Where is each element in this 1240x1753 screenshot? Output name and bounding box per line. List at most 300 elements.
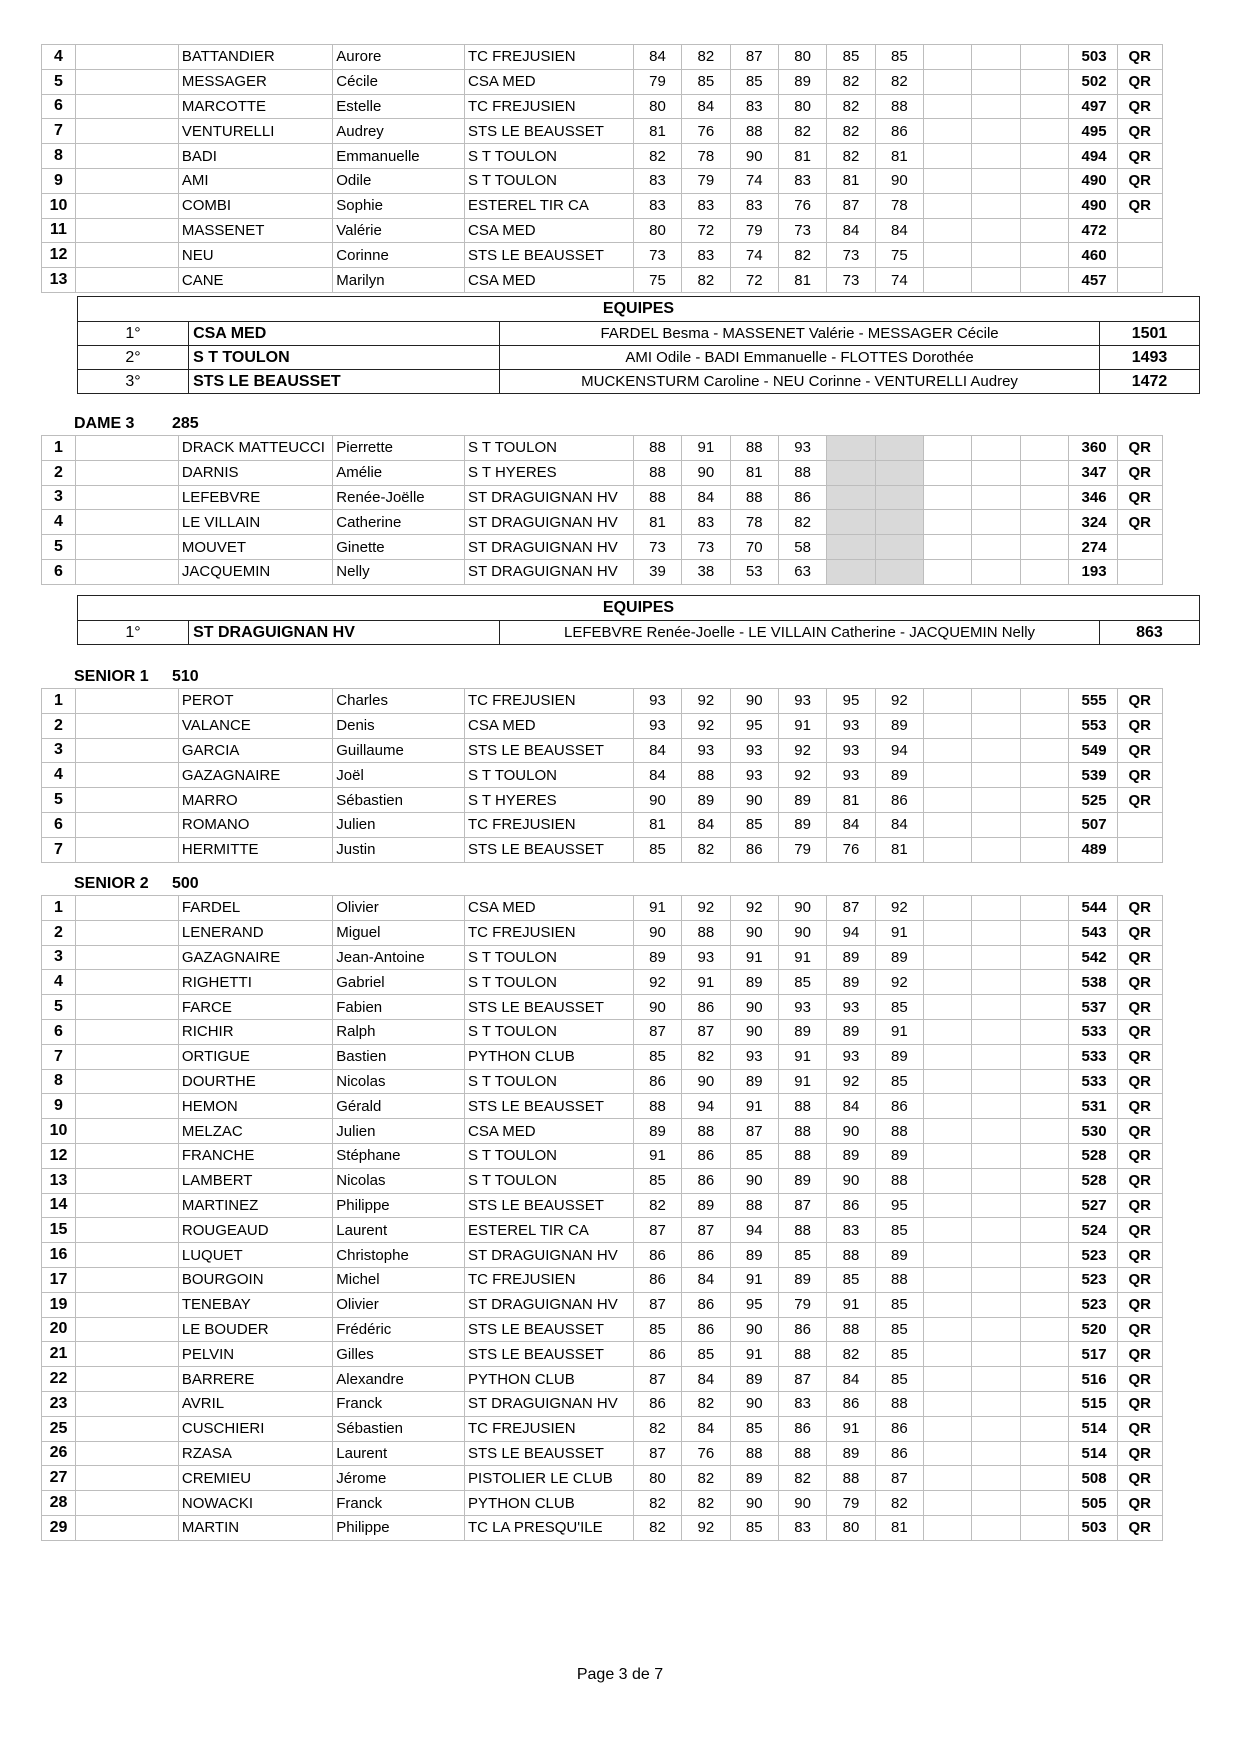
empty-cell xyxy=(75,144,178,169)
empty-score-cell xyxy=(875,535,923,560)
empty-score-cell xyxy=(972,995,1020,1020)
table-row xyxy=(42,1391,1200,1416)
club-cell: TC FREJUSIEN xyxy=(465,812,634,837)
qualified-cell xyxy=(1117,559,1162,584)
empty-score-cell xyxy=(972,1367,1020,1392)
series-score-cell: 78 xyxy=(682,144,730,169)
table-row xyxy=(42,69,1200,94)
total-cell: 543 xyxy=(1069,920,1117,945)
club-cell: S T TOULON xyxy=(465,1069,634,1094)
rank-cell: 20 xyxy=(42,1317,76,1342)
empty-score-cell xyxy=(924,45,972,70)
series-score-cell: 90 xyxy=(682,1069,730,1094)
first-name-cell: Bastien xyxy=(333,1044,465,1069)
rank-cell: 6 xyxy=(42,1019,76,1044)
empty-score-cell xyxy=(972,168,1020,193)
series-score-cell: 90 xyxy=(633,995,681,1020)
rank-cell: 1 xyxy=(42,896,76,921)
empty-cell xyxy=(1020,1267,1068,1292)
rank-cell: 6 xyxy=(42,94,76,119)
empty-cell xyxy=(75,896,178,921)
empty-score-cell xyxy=(972,1243,1020,1268)
series-score-cell: 90 xyxy=(778,1491,826,1516)
series-score-cell: 90 xyxy=(730,995,778,1020)
series-score-cell: 73 xyxy=(778,218,826,243)
empty-cell xyxy=(75,1218,178,1243)
series-score-cell: 85 xyxy=(682,69,730,94)
total-cell: 490 xyxy=(1069,193,1117,218)
series-score-cell: 93 xyxy=(730,738,778,763)
series-score-cell: 81 xyxy=(730,460,778,485)
series-score-cell: 85 xyxy=(778,1243,826,1268)
empty-cell xyxy=(1020,1367,1068,1392)
table-row xyxy=(42,144,1200,169)
last-name-cell: MARTINEZ xyxy=(178,1193,332,1218)
series-score-cell: 89 xyxy=(875,763,923,788)
series-score-cell: 74 xyxy=(730,243,778,268)
empty-score-cell xyxy=(924,896,972,921)
club-cell: ST DRAGUIGNAN HV xyxy=(465,485,634,510)
empty-cell xyxy=(1020,535,1068,560)
qualified-cell: QR xyxy=(1117,1119,1162,1144)
total-cell: 553 xyxy=(1069,713,1117,738)
series-score-cell: 85 xyxy=(730,812,778,837)
empty-score-cell xyxy=(924,920,972,945)
series-score-cell: 89 xyxy=(730,970,778,995)
empty-cell xyxy=(1020,69,1068,94)
series-score-cell: 83 xyxy=(730,193,778,218)
table-row xyxy=(42,1143,1200,1168)
rank-cell: 12 xyxy=(42,1143,76,1168)
series-score-cell: 93 xyxy=(778,436,826,461)
empty-cell xyxy=(75,535,178,560)
empty-score-cell xyxy=(924,144,972,169)
qualified-cell: QR xyxy=(1117,1391,1162,1416)
series-score-cell: 91 xyxy=(682,436,730,461)
table-row xyxy=(42,738,1200,763)
qualified-cell: QR xyxy=(1117,1491,1162,1516)
series-score-cell: 88 xyxy=(682,1119,730,1144)
empty-score-cell xyxy=(924,168,972,193)
series-score-cell: 74 xyxy=(875,268,923,293)
series-score-cell: 89 xyxy=(827,1143,875,1168)
rank-cell: 19 xyxy=(42,1292,76,1317)
club-cell: TC FREJUSIEN xyxy=(465,920,634,945)
qualified-cell: QR xyxy=(1117,788,1162,813)
first-name-cell: Sébastien xyxy=(333,1416,465,1441)
series-score-cell: 81 xyxy=(633,119,681,144)
series-score-cell: 85 xyxy=(875,1342,923,1367)
series-score-cell: 81 xyxy=(827,168,875,193)
empty-score-cell xyxy=(924,1168,972,1193)
empty-cell xyxy=(1020,788,1068,813)
rank-cell: 16 xyxy=(42,1243,76,1268)
first-name-cell: Julien xyxy=(333,812,465,837)
series-score-cell: 90 xyxy=(730,1168,778,1193)
first-name-cell: Denis xyxy=(333,713,465,738)
series-score-cell: 88 xyxy=(827,1317,875,1342)
series-score-cell: 92 xyxy=(875,970,923,995)
series-score-cell: 88 xyxy=(730,1441,778,1466)
series-score-cell: 85 xyxy=(682,1342,730,1367)
empty-cell xyxy=(75,559,178,584)
total-cell: 555 xyxy=(1069,689,1117,714)
rank-cell: 4 xyxy=(42,510,76,535)
empty-cell xyxy=(1020,460,1068,485)
last-name-cell: ORTIGUE xyxy=(178,1044,332,1069)
total-cell: 324 xyxy=(1069,510,1117,535)
series-score-cell: 90 xyxy=(778,920,826,945)
series-score-cell: 93 xyxy=(633,713,681,738)
first-name-cell: Gérald xyxy=(333,1094,465,1119)
empty-score-cell xyxy=(827,436,875,461)
last-name-cell: PELVIN xyxy=(178,1342,332,1367)
series-score-cell: 82 xyxy=(633,1416,681,1441)
empty-cell xyxy=(1020,1391,1068,1416)
series-score-cell: 86 xyxy=(827,1391,875,1416)
series-score-cell: 78 xyxy=(730,510,778,535)
series-score-cell: 84 xyxy=(682,812,730,837)
empty-score-cell xyxy=(924,812,972,837)
series-score-cell: 85 xyxy=(875,1317,923,1342)
first-name-cell: Gilles xyxy=(333,1342,465,1367)
team-total-cell: 1472 xyxy=(1099,370,1199,394)
empty-score-cell xyxy=(972,763,1020,788)
series-score-cell: 85 xyxy=(778,970,826,995)
empty-score-cell xyxy=(924,1391,972,1416)
series-score-cell: 83 xyxy=(682,510,730,535)
empty-score-cell xyxy=(972,1218,1020,1243)
rank-cell: 4 xyxy=(42,45,76,70)
empty-score-cell xyxy=(924,69,972,94)
series-score-cell: 86 xyxy=(875,1416,923,1441)
teams-table-dame2 xyxy=(77,296,1200,394)
series-score-cell: 85 xyxy=(633,1044,681,1069)
empty-score-cell xyxy=(924,738,972,763)
series-score-cell: 91 xyxy=(778,1069,826,1094)
series-score-cell: 83 xyxy=(778,168,826,193)
table-row xyxy=(42,460,1200,485)
empty-cell xyxy=(1020,970,1068,995)
club-cell: S T TOULON xyxy=(465,144,634,169)
qualified-cell: QR xyxy=(1117,763,1162,788)
series-score-cell: 80 xyxy=(633,94,681,119)
last-name-cell: LE BOUDER xyxy=(178,1317,332,1342)
empty-cell xyxy=(75,1044,178,1069)
series-score-cell: 86 xyxy=(682,995,730,1020)
first-name-cell: Estelle xyxy=(333,94,465,119)
club-cell: CSA MED xyxy=(465,896,634,921)
rank-cell: 7 xyxy=(42,119,76,144)
series-score-cell: 87 xyxy=(875,1466,923,1491)
series-score-cell: 81 xyxy=(875,144,923,169)
series-score-cell: 63 xyxy=(778,559,826,584)
series-score-cell: 88 xyxy=(778,1441,826,1466)
series-score-cell: 73 xyxy=(633,535,681,560)
series-score-cell: 86 xyxy=(730,837,778,862)
qualified-cell: QR xyxy=(1117,144,1162,169)
series-score-cell: 87 xyxy=(778,1193,826,1218)
last-name-cell: DRACK MATTEUCCI xyxy=(178,436,332,461)
empty-score-cell xyxy=(972,45,1020,70)
series-score-cell: 91 xyxy=(778,945,826,970)
table-row xyxy=(42,837,1200,862)
series-score-cell: 93 xyxy=(633,689,681,714)
total-cell: 457 xyxy=(1069,268,1117,293)
rank-cell: 8 xyxy=(42,1069,76,1094)
club-cell: TC FREJUSIEN xyxy=(465,45,634,70)
first-name-cell: Aurore xyxy=(333,45,465,70)
series-score-cell: 88 xyxy=(875,1267,923,1292)
series-score-cell: 90 xyxy=(730,1317,778,1342)
first-name-cell: Laurent xyxy=(333,1218,465,1243)
series-score-cell: 90 xyxy=(730,1019,778,1044)
last-name-cell: BARRERE xyxy=(178,1367,332,1392)
page-number-footer: Page 3 de 7 xyxy=(576,1666,664,1683)
empty-score-cell xyxy=(972,1069,1020,1094)
rank-cell: 2 xyxy=(42,713,76,738)
empty-score-cell xyxy=(972,1342,1020,1367)
qualified-cell: QR xyxy=(1117,45,1162,70)
series-score-cell: 80 xyxy=(827,1515,875,1540)
series-score-cell: 89 xyxy=(633,1119,681,1144)
table-row xyxy=(42,970,1200,995)
last-name-cell: RICHIR xyxy=(178,1019,332,1044)
first-name-cell: Corinne xyxy=(333,243,465,268)
rank-cell: 13 xyxy=(42,268,76,293)
last-name-cell: GARCIA xyxy=(178,738,332,763)
empty-cell xyxy=(75,920,178,945)
qualified-cell: QR xyxy=(1117,1218,1162,1243)
rank-cell: 22 xyxy=(42,1367,76,1392)
empty-cell xyxy=(75,788,178,813)
empty-cell xyxy=(1020,1143,1068,1168)
empty-score-cell xyxy=(972,713,1020,738)
first-name-cell: Sophie xyxy=(333,193,465,218)
series-score-cell: 76 xyxy=(682,1441,730,1466)
qualified-cell: QR xyxy=(1117,713,1162,738)
first-name-cell: Christophe xyxy=(333,1243,465,1268)
rank-cell: 2 xyxy=(42,460,76,485)
series-score-cell: 83 xyxy=(778,1391,826,1416)
series-score-cell: 91 xyxy=(875,1019,923,1044)
empty-cell xyxy=(75,995,178,1020)
total-cell: 544 xyxy=(1069,896,1117,921)
rank-cell: 6 xyxy=(42,559,76,584)
series-score-cell: 89 xyxy=(730,1243,778,1268)
series-score-cell: 82 xyxy=(778,1466,826,1491)
total-cell: 507 xyxy=(1069,812,1117,837)
qualified-cell: QR xyxy=(1117,1317,1162,1342)
empty-score-cell xyxy=(924,119,972,144)
first-name-cell: Charles xyxy=(333,689,465,714)
series-score-cell: 88 xyxy=(778,1342,826,1367)
rank-cell: 23 xyxy=(42,1391,76,1416)
club-cell: STS LE BEAUSSET xyxy=(465,837,634,862)
empty-score-cell xyxy=(972,788,1020,813)
series-score-cell: 83 xyxy=(633,193,681,218)
series-score-cell: 91 xyxy=(875,920,923,945)
qualified-cell: QR xyxy=(1117,689,1162,714)
total-cell: 503 xyxy=(1069,1515,1117,1540)
empty-cell xyxy=(1020,94,1068,119)
empty-cell xyxy=(1020,436,1068,461)
first-name-cell: Joël xyxy=(333,763,465,788)
last-name-cell: LAMBERT xyxy=(178,1168,332,1193)
series-score-cell: 82 xyxy=(682,1466,730,1491)
last-name-cell: MARCOTTE xyxy=(178,94,332,119)
qualified-cell xyxy=(1117,812,1162,837)
teams-title: EQUIPES xyxy=(78,297,1200,322)
empty-cell xyxy=(1020,689,1068,714)
rank-cell: 26 xyxy=(42,1441,76,1466)
team-club-cell: S T TOULON xyxy=(189,346,500,370)
qualified-cell: QR xyxy=(1117,1193,1162,1218)
empty-cell xyxy=(1020,812,1068,837)
series-score-cell: 82 xyxy=(682,1391,730,1416)
section-label-senior1: SENIOR 1 xyxy=(74,668,149,685)
empty-cell xyxy=(1020,1044,1068,1069)
total-cell: 489 xyxy=(1069,837,1117,862)
series-score-cell: 88 xyxy=(730,485,778,510)
series-score-cell: 85 xyxy=(827,1267,875,1292)
series-score-cell: 84 xyxy=(633,738,681,763)
last-name-cell: LEFEBVRE xyxy=(178,485,332,510)
series-score-cell: 87 xyxy=(633,1367,681,1392)
empty-cell xyxy=(75,763,178,788)
empty-cell xyxy=(75,45,178,70)
rank-cell: 3 xyxy=(42,945,76,970)
empty-score-cell xyxy=(972,1491,1020,1516)
series-score-cell: 85 xyxy=(875,995,923,1020)
series-score-cell: 93 xyxy=(827,713,875,738)
qualified-cell xyxy=(1117,243,1162,268)
series-score-cell: 83 xyxy=(778,1515,826,1540)
series-score-cell: 76 xyxy=(827,837,875,862)
empty-cell xyxy=(1020,1094,1068,1119)
series-score-cell: 80 xyxy=(633,218,681,243)
section-qualif-senior1: 510 xyxy=(172,668,199,685)
table-row xyxy=(42,218,1200,243)
series-score-cell: 89 xyxy=(827,970,875,995)
team-row xyxy=(78,370,1200,394)
table-row xyxy=(42,1441,1200,1466)
series-score-cell: 86 xyxy=(633,1391,681,1416)
series-score-cell: 86 xyxy=(633,1069,681,1094)
empty-cell xyxy=(75,689,178,714)
series-score-cell: 84 xyxy=(682,94,730,119)
last-name-cell: BATTANDIER xyxy=(178,45,332,70)
series-score-cell: 79 xyxy=(730,218,778,243)
series-score-cell: 93 xyxy=(827,1044,875,1069)
series-score-cell: 75 xyxy=(875,243,923,268)
total-cell: 514 xyxy=(1069,1416,1117,1441)
total-cell: 505 xyxy=(1069,1491,1117,1516)
rank-cell: 1 xyxy=(42,689,76,714)
empty-score-cell xyxy=(924,788,972,813)
series-score-cell: 58 xyxy=(778,535,826,560)
club-cell: S T TOULON xyxy=(465,970,634,995)
empty-score-cell xyxy=(972,1019,1020,1044)
teams-header-row xyxy=(78,596,1200,621)
empty-cell xyxy=(1020,1292,1068,1317)
empty-cell xyxy=(75,94,178,119)
empty-cell xyxy=(75,1094,178,1119)
series-score-cell: 83 xyxy=(730,94,778,119)
empty-cell xyxy=(75,1515,178,1540)
team-row xyxy=(78,346,1200,370)
first-name-cell: Laurent xyxy=(333,1441,465,1466)
empty-cell xyxy=(1020,1243,1068,1268)
club-cell: S T TOULON xyxy=(465,436,634,461)
series-score-cell: 84 xyxy=(633,763,681,788)
series-score-cell: 82 xyxy=(682,1044,730,1069)
qualified-cell: QR xyxy=(1117,1267,1162,1292)
last-name-cell: AVRIL xyxy=(178,1391,332,1416)
empty-cell xyxy=(1020,837,1068,862)
qualified-cell: QR xyxy=(1117,436,1162,461)
last-name-cell: LENERAND xyxy=(178,920,332,945)
qualified-cell: QR xyxy=(1117,1019,1162,1044)
qualified-cell: QR xyxy=(1117,1367,1162,1392)
empty-score-cell xyxy=(924,1441,972,1466)
last-name-cell: AMI xyxy=(178,168,332,193)
club-cell: TC FREJUSIEN xyxy=(465,1416,634,1441)
empty-cell xyxy=(1020,763,1068,788)
rank-cell: 7 xyxy=(42,837,76,862)
total-cell: 539 xyxy=(1069,763,1117,788)
total-cell: 460 xyxy=(1069,243,1117,268)
series-score-cell: 88 xyxy=(633,436,681,461)
club-cell: ST DRAGUIGNAN HV xyxy=(465,1292,634,1317)
team-members-cell: FARDEL Besma - MASSENET Valérie - MESSAGER Cécile xyxy=(500,322,1100,346)
first-name-cell: Jérome xyxy=(333,1466,465,1491)
series-score-cell: 85 xyxy=(633,837,681,862)
qualified-cell: QR xyxy=(1117,119,1162,144)
empty-cell xyxy=(75,268,178,293)
section-label-dame3: DAME 3 xyxy=(74,415,135,432)
team-total-cell: 863 xyxy=(1099,621,1199,645)
series-score-cell: 86 xyxy=(633,1267,681,1292)
qualified-cell: QR xyxy=(1117,510,1162,535)
series-score-cell: 88 xyxy=(778,1119,826,1144)
club-cell: ST DRAGUIGNAN HV xyxy=(465,1391,634,1416)
empty-cell xyxy=(1020,1342,1068,1367)
empty-cell xyxy=(1020,45,1068,70)
series-score-cell: 72 xyxy=(730,268,778,293)
table-row xyxy=(42,168,1200,193)
empty-score-cell xyxy=(924,1019,972,1044)
series-score-cell: 95 xyxy=(730,1292,778,1317)
series-score-cell: 79 xyxy=(827,1491,875,1516)
series-score-cell: 89 xyxy=(730,1069,778,1094)
table-row xyxy=(42,1044,1200,1069)
series-score-cell: 95 xyxy=(730,713,778,738)
total-cell: 472 xyxy=(1069,218,1117,243)
rank-cell: 13 xyxy=(42,1168,76,1193)
table-row xyxy=(42,1466,1200,1491)
first-name-cell: Guillaume xyxy=(333,738,465,763)
empty-score-cell xyxy=(972,1416,1020,1441)
series-score-cell: 89 xyxy=(682,1193,730,1218)
last-name-cell: CANE xyxy=(178,268,332,293)
empty-cell xyxy=(1020,268,1068,293)
club-cell: S T TOULON xyxy=(465,945,634,970)
table-row xyxy=(42,1416,1200,1441)
series-score-cell: 89 xyxy=(778,1019,826,1044)
first-name-cell: Gabriel xyxy=(333,970,465,995)
club-cell: STS LE BEAUSSET xyxy=(465,119,634,144)
